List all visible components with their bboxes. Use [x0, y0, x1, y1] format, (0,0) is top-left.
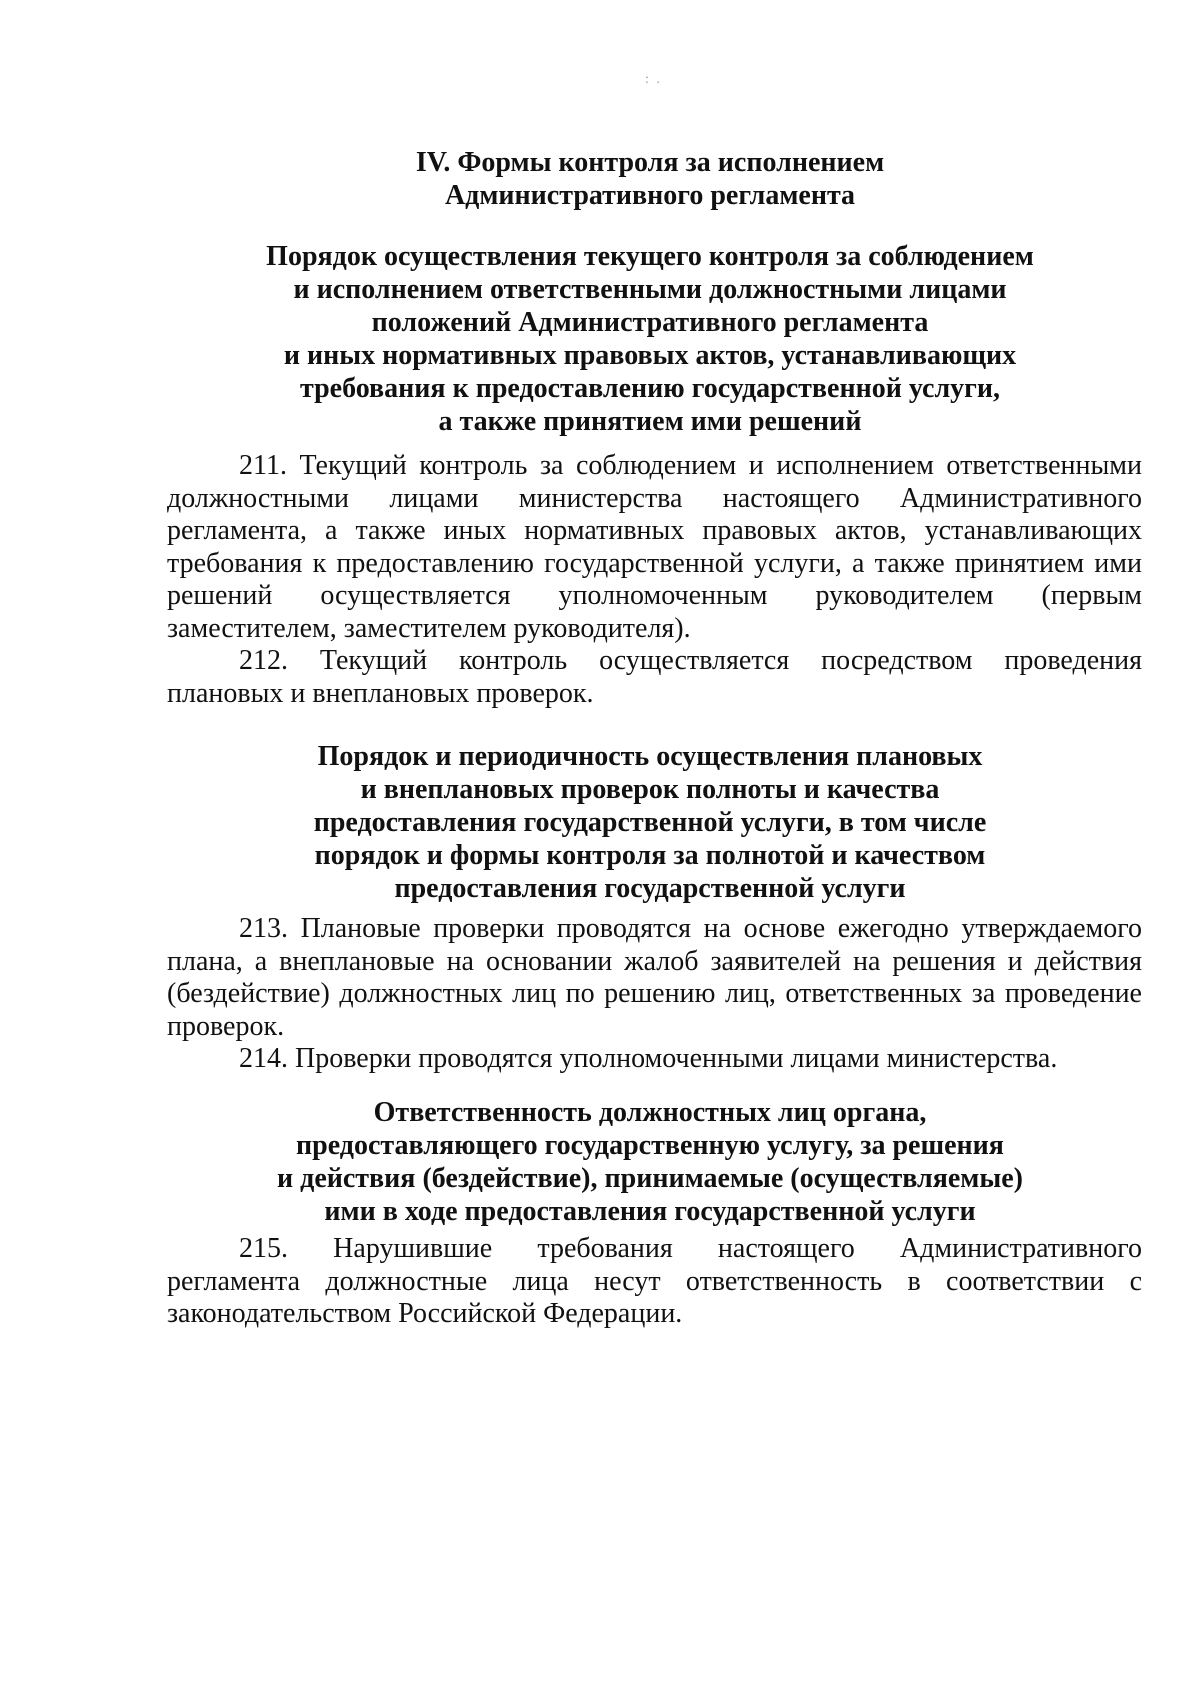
paragraph-215: [167, 1233, 1142, 1331]
paragraph-line: плана, а внеплановые на основании жалоб заявителей на решения и действия: [167, 945, 1142, 977]
section-title-line: IV. Формы контроля за исполнением: [415, 147, 885, 178]
heading-line: Порядок осуществления текущего контроля за соблюдением: [266, 241, 1034, 272]
heading-line: Ответственность должностных лиц органа,: [373, 1097, 927, 1128]
paragraph-213: [167, 913, 1142, 1043]
heading-line: и действия (бездействие), принимаемые (осуществляемые): [277, 1163, 1023, 1194]
heading-line: требования к предоставлению государственной услуги,: [300, 373, 1000, 404]
heading-inspections: [160, 740, 1140, 905]
heading-line: и внеплановых проверок полноты и качества: [360, 774, 940, 805]
heading-line: Порядок и периодичность осуществления плановых: [317, 741, 983, 772]
paragraph-line: плановых и внеплановых проверок.: [167, 677, 594, 709]
heading-line: предоставления государственной услуги: [394, 873, 906, 904]
heading-line: предоставляющего государственную услугу, за решения: [296, 1130, 1004, 1161]
paragraph-line: регламента должностные лица несут ответственность в соответствии с: [167, 1265, 1142, 1297]
paragraph-line: 211. Текущий контроль за соблюдением и исполнением ответственными: [239, 450, 1142, 481]
heading-line: и исполнением ответственными должностными лицами: [293, 274, 1007, 305]
paragraph-line: законодательством Российской Федерации.: [167, 1298, 683, 1329]
scan-mark: : .: [645, 72, 662, 87]
paragraph-211: [167, 450, 1142, 645]
heading-line: предоставления государственной услуги, в том числе: [313, 807, 987, 838]
paragraph-line: заместителем, заместителем руководителя).: [167, 612, 691, 644]
paragraph-line: регламента, а также иных нормативных правовых актов, устанавливающих: [167, 515, 1142, 546]
section-title: [160, 146, 1140, 212]
paragraph-line: 212. Текущий контроль осуществляется посредством проведения: [239, 645, 1142, 676]
paragraph-line: 214. Проверки проводятся уполномоченными лицами министерства.: [239, 1043, 1058, 1074]
heading-line: ими в ходе предоставления государственной услуги: [324, 1196, 976, 1227]
heading-responsibility: [160, 1096, 1140, 1228]
heading-line: а также принятием ими решений: [438, 406, 862, 437]
paragraph-214: [167, 1043, 1142, 1076]
heading-line: порядок и формы контроля за полнотой и качеством: [314, 840, 986, 871]
paragraph-line: 215. Нарушившие требования настоящего Административного: [239, 1233, 1142, 1264]
section-title-line: Административного регламента: [444, 180, 856, 211]
paragraph-line: 213. Плановые проверки проводятся на основе ежегодно утверждаемого: [239, 913, 1142, 944]
paragraph-line: требования к предоставлению государственной услуги, а также принятием ими: [167, 547, 1142, 579]
heading-line: положений Административного регламента: [371, 307, 929, 338]
heading-current-control: [160, 240, 1140, 438]
paragraph-line: решений осуществляется уполномоченным руководителем (первым: [167, 580, 1142, 611]
paragraph-212: [167, 645, 1142, 710]
paragraph-line: должностными лицами министерства настоящего Административного: [167, 482, 1142, 514]
heading-line: и иных нормативных правовых актов, устанавливающих: [283, 340, 1017, 371]
paragraph-line: проверок.: [167, 1010, 285, 1042]
paragraph-line: (бездействие) должностных лиц по решению лиц, ответственных за проведение: [167, 978, 1142, 1009]
